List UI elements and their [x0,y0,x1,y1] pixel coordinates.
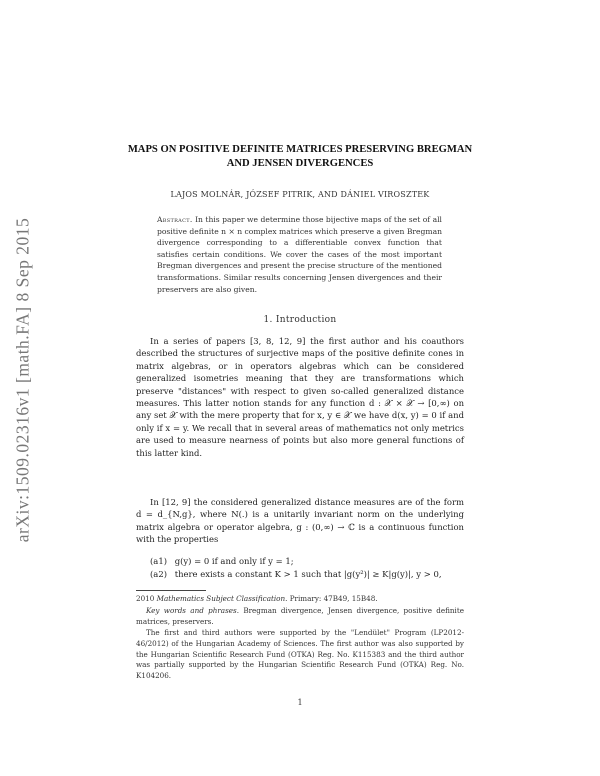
footnote-funding: The first and third authors were supported by the "Lendület" Program (LP2012-46/2012) of the Hungarian Academy of Sciences. The first author was also supported by the Hungarian Scientific Research Fund (OTKA) Reg. No. K115383 and the third author was partially supported by the Hungarian Scientific Research Fund (OTKA) Reg. No. K104206. [136,628,464,681]
section-heading-introduction: 1. Introduction [263,315,337,325]
footnote-keywords-label: Key words and phrases. [146,606,239,615]
property-a2-text: there exists a constant K > 1 such that |g(y²)| ≥ K|g(y)|, y > 0, [174,569,442,579]
footnote-msc-text: Primary: 47B49, 15B48. [289,594,378,603]
author-list: LAJOS MOLNÁR, JÓZSEF PITRIK, AND DÁNIEL VIROSZTEK [170,190,430,199]
intro-paragraph-1: In a series of papers [3, 8, 12, 9] the first author and his coauthors described the structures of surjective maps of the positive definite cones in matrix algebras, or in operators algebras which can be considered generalized isometries meaning that they are transformations which preserve "distances" with respect to given so-called generalized distance measures. This latter notion stands for any function d : 𝒳 × 𝒳 → [0,∞) on any set 𝒳 with the mere property that for x, y ∈ 𝒳 we have d(x, y) = 0 if and only if x = y. We recall that in several areas of mathematics not only metrics are used to measure nearness of points but also more general functions of this latter kind. [136,336,464,458]
intro-paragraph-2: In [12, 9] the considered generalized distance measures are of the form d = d_{N,g}, where N(.) is a unitarily invariant norm on the underlying matrix algebra or operator algebra, g : (0,∞) → ℂ is a continuous function with the properties [136,497,464,545]
footnote-msc-prefix: 2010 [136,594,155,603]
footnote-msc-label: Mathematics Subject Classification. [156,594,288,603]
footnote-divider [136,590,206,591]
abstract [157,214,442,295]
arxiv-identifier-stamp [6,185,40,575]
property-a2-label: (a2) [150,569,167,579]
abstract-label: Abstract. [157,215,193,224]
property-a1 [150,556,468,566]
property-a2 [150,569,468,579]
paper-title-line-1: MAPS ON POSITIVE DEFINITE MATRICES PRESERVING BREGMAN [127,144,473,155]
footnote-keywords [136,606,464,628]
abstract-text: In this paper we determine those bijective maps of the set of all positive definite n × n complex matrices which preserve a given Bregman divergence corresponding to a differentiable convex function that satisfies certain conditions. We cover the cases of the most important Bregman divergences and present the precise structure of the mentioned transformations. Similar results concerning Jensen divergences and their preservers are also given. [157,215,443,294]
property-a1-label: (a1) [150,556,167,566]
page-number: 1 [297,698,303,707]
paper-title [100,143,500,171]
arxiv-identifier-text: arXiv:1509.02316v1 [math.FA] 8 Sep 2015 [12,217,33,543]
footnote-msc [136,594,464,605]
footnote-keywords-text: Bregman divergence, Jensen divergence, positive definite matrices, preservers. [136,606,464,626]
property-a1-text: g(y) = 0 if and only if y = 1; [174,556,294,566]
paper-title-line-2: AND JENSEN DIVERGENCES [226,158,374,169]
